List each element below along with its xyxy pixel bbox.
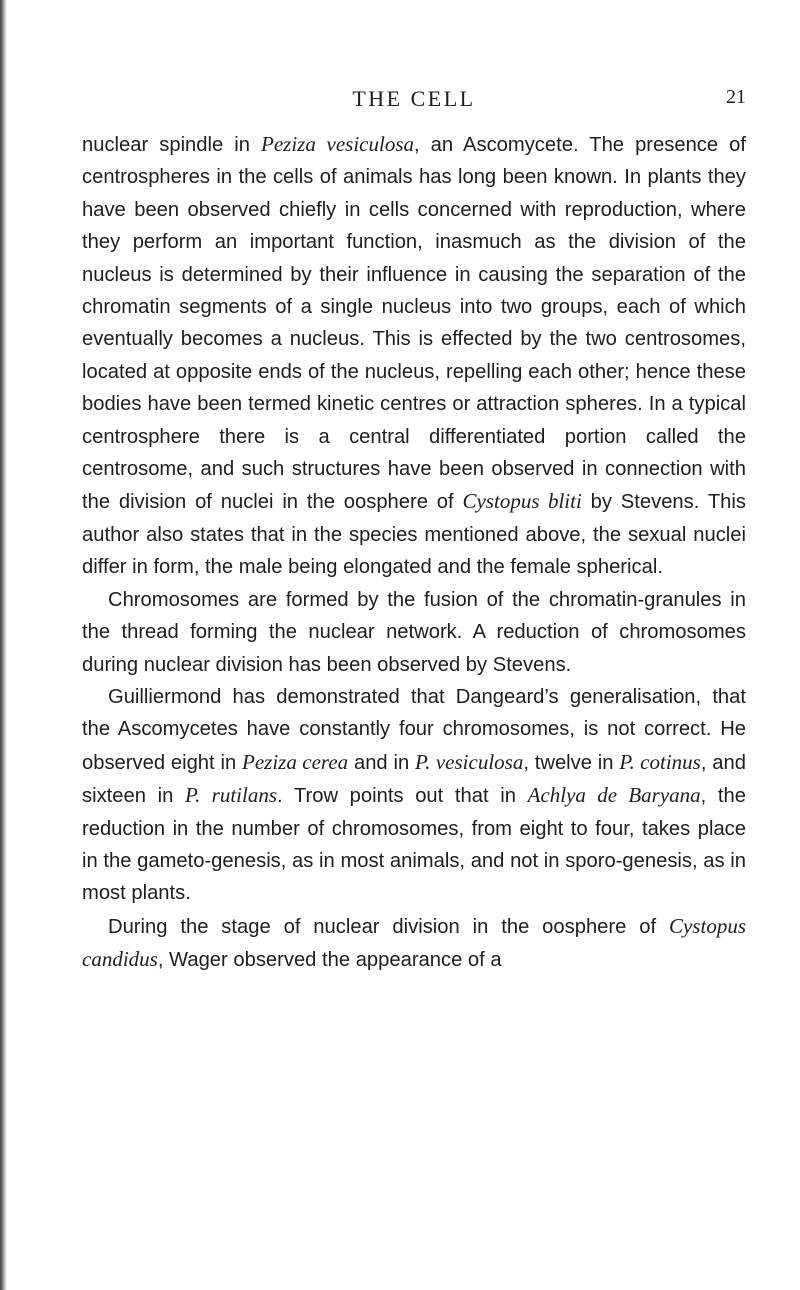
paragraph	[82, 681, 746, 910]
text-run: During the stage of nuclear division in the oosphere of	[108, 915, 669, 938]
paragraph	[82, 128, 746, 584]
italic-term: Cystopus candidus	[82, 913, 746, 972]
page-binding-edge	[0, 0, 7, 1290]
page-number: 21	[726, 86, 746, 108]
text-run: . Trow points out that in	[277, 785, 528, 808]
paragraph	[82, 910, 746, 977]
body-text	[82, 128, 746, 977]
text-run: nuclear spindle in	[82, 134, 262, 156]
running-title: THE CELL	[352, 86, 476, 111]
text-run: , and sixteen in	[82, 751, 746, 808]
text-run: , an Ascomycete. The presence of centrospheres in the cells of animals has long been known. In plants they have been observed chiefly in cells concerned with reproduction, where they perform an important function, inasmuch as the division of the nucleus is determined by their influence in causing the separation of the chromatin segments of a single nucleus into two groups, each of which eventually becomes a nucleus. This is effected by the two centrosomes, located at opposite ends of the nucleus, repelling each other; hence these bodies have been termed kinetic centres or attraction spheres. In a typical centrosphere there is a central differentiated portion called the centrosome, and such structures have been observed in connection with the division of nuclei in the oosphere of	[82, 134, 746, 514]
italic-term: Peziza cerea	[242, 749, 349, 774]
italic-term: Achlya de Baryana	[527, 783, 701, 808]
text-run: and in	[348, 751, 416, 774]
book-page	[82, 86, 746, 977]
text-run: , Wager observed the appearance of a	[157, 949, 502, 972]
running-header	[82, 86, 746, 120]
paragraph	[82, 584, 746, 681]
text-run: Guilliermond has demonstrated that Dangeard’s generalisation, that the Ascomycetes have constantly four chromosomes, is not correct. He observed eight in	[82, 685, 746, 774]
text-run: , the reduction in the number of chromosomes, from eight to four, takes place in the gameto-genesis, as in most animals, and not in sporo-genesis, as in most plants.	[82, 785, 746, 905]
italic-term: Cystopus bliti	[462, 489, 582, 514]
italic-term: Peziza vesiculosa	[261, 132, 414, 156]
italic-term: P. vesiculosa	[415, 749, 524, 774]
text-run: , twelve in	[523, 751, 620, 774]
text-run: by Stevens. This author also states that in the species mentioned above, the sexual nuclei differ in form, the male being elongated and the female spherical.	[82, 491, 746, 579]
italic-term: P. rutilans	[185, 783, 278, 808]
text-run: Chromosomes are formed by the fusion of the chromatin-granules in the thread forming the nuclear network. A reduction of chromosomes during nuclear division has been observed by Stevens.	[82, 588, 746, 676]
italic-term: P. cotinus	[619, 749, 701, 774]
